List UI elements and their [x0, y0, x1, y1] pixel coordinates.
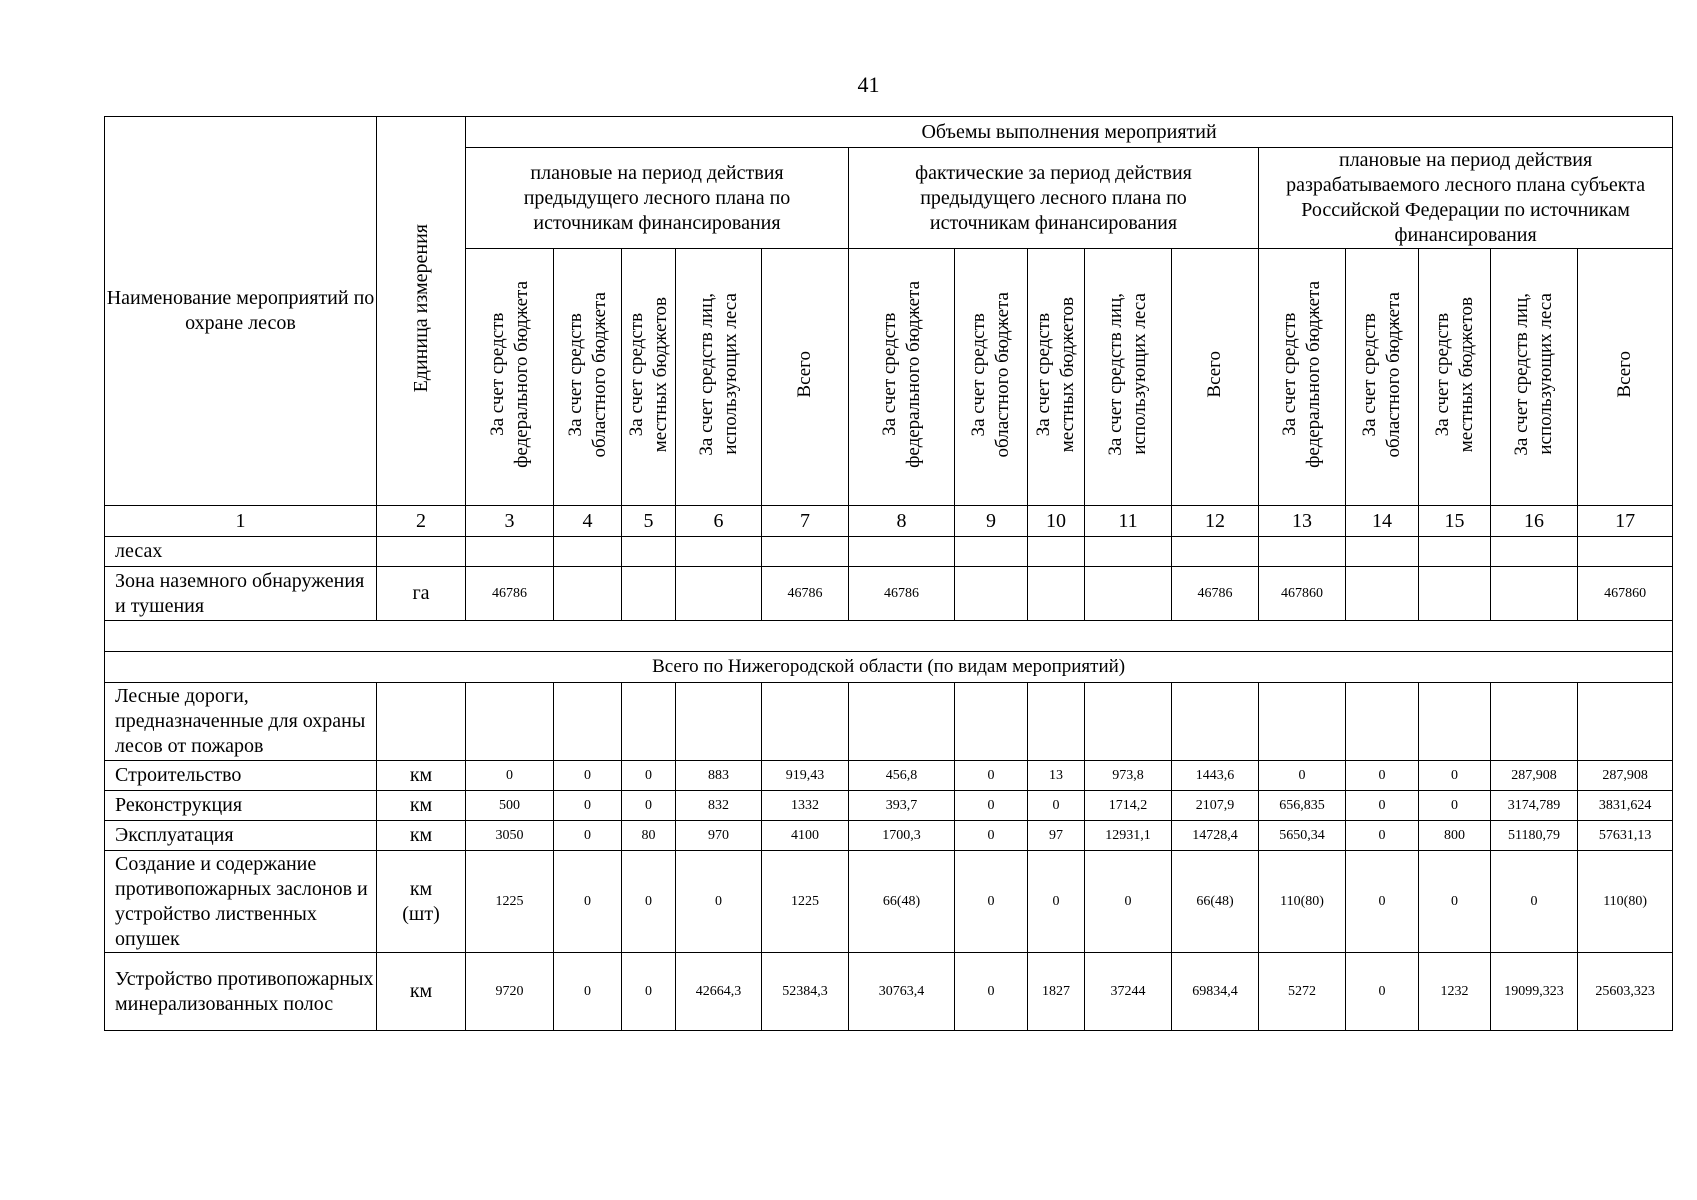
subheader-cell [1259, 249, 1346, 506]
row-value [554, 567, 622, 621]
column-number: 4 [554, 506, 622, 537]
row-value [762, 683, 849, 761]
row-value [1028, 537, 1085, 567]
row-value: 66(48) [849, 851, 955, 953]
row-value: 1700,3 [849, 821, 955, 851]
row-value: 51180,79 [1491, 821, 1578, 851]
row-value: 57631,13 [1578, 821, 1673, 851]
row-value: 467860 [1578, 567, 1673, 621]
row-value [1419, 537, 1491, 567]
row-value: 30763,4 [849, 953, 955, 1031]
row-value [1085, 567, 1172, 621]
row-value: 19099,323 [1491, 953, 1578, 1031]
subheader-cell [1085, 249, 1172, 506]
row-value: 0 [1419, 761, 1491, 791]
row-value [1346, 567, 1419, 621]
row-value: 12931,1 [1085, 821, 1172, 851]
row-value: 2107,9 [1172, 791, 1259, 821]
header-name-column: Наименование мероприятий по охране лесов [105, 117, 377, 506]
row-unit: км [377, 791, 466, 821]
row-value: 970 [676, 821, 762, 851]
row-name: Создание и содержание противопожарных заслонов и устройство лиственных опушек [105, 851, 377, 953]
row-value [1491, 567, 1578, 621]
row-value: 832 [676, 791, 762, 821]
row-name: Реконструкция [105, 791, 377, 821]
row-value: 393,7 [849, 791, 955, 821]
row-value: 0 [554, 761, 622, 791]
row-name: Эксплуатация [105, 821, 377, 851]
column-number: 11 [1085, 506, 1172, 537]
row-unit [377, 537, 466, 567]
row-value: 25603,323 [1578, 953, 1673, 1031]
row-value: 0 [1085, 851, 1172, 953]
column-number: 1 [105, 506, 377, 537]
table-row [105, 851, 1673, 953]
row-value: 3174,789 [1491, 791, 1578, 821]
column-number: 10 [1028, 506, 1085, 537]
row-value: 1443,6 [1172, 761, 1259, 791]
row-unit: км [377, 761, 466, 791]
row-value: 0 [1346, 953, 1419, 1031]
subheader-label: За счет средств федерального бюджета [486, 281, 532, 468]
row-value: 0 [955, 761, 1028, 791]
row-value: 0 [554, 953, 622, 1031]
column-number: 17 [1578, 506, 1673, 537]
subheader-label: Всего [1204, 351, 1225, 398]
row-value: 883 [676, 761, 762, 791]
row-value: 1714,2 [1085, 791, 1172, 821]
row-value [1491, 537, 1578, 567]
row-value [955, 683, 1028, 761]
column-number: 5 [622, 506, 676, 537]
subheader-label: За счет средств областного бюджета [564, 291, 610, 458]
header-unit-column [377, 117, 466, 506]
row-value: 37244 [1085, 953, 1172, 1031]
subheader-cell [1172, 249, 1259, 506]
row-value: 1225 [762, 851, 849, 953]
row-value: 3831,624 [1578, 791, 1673, 821]
section-row [105, 652, 1673, 683]
subheader-label: За счет средств лиц, использующих леса [695, 293, 741, 456]
row-value: 42664,3 [676, 953, 762, 1031]
subheader-cell [1346, 249, 1419, 506]
row-unit: км [377, 953, 466, 1031]
subheader-label: За счет средств областного бюджета [968, 291, 1013, 458]
row-value: 1225 [466, 851, 554, 953]
header-group-planned-previous: плановые на период действия предыдущего лесного плана по источникам финансирования [466, 148, 849, 249]
row-value: 0 [622, 761, 676, 791]
row-value: 287,908 [1491, 761, 1578, 791]
row-value [1085, 683, 1172, 761]
row-value [676, 537, 762, 567]
row-value: 0 [676, 851, 762, 953]
row-value [466, 683, 554, 761]
row-value [955, 537, 1028, 567]
subheader-label: Всего [1614, 351, 1636, 398]
row-value: 52384,3 [762, 953, 849, 1031]
row-value: 0 [1491, 851, 1578, 953]
row-value [554, 537, 622, 567]
subheader-label: За счет средств местных бюджетов [1431, 296, 1477, 453]
subheader-label: За счет средств областного бюджета [1359, 291, 1404, 458]
row-value: 3050 [466, 821, 554, 851]
row-value: 80 [622, 821, 676, 851]
row-value: 0 [1346, 761, 1419, 791]
row-value [1172, 537, 1259, 567]
row-unit: км (шт) [377, 851, 466, 953]
row-value: 0 [554, 821, 622, 851]
section-title: Всего по Нижегородской области (по видам мероприятий) [105, 652, 1673, 683]
row-value: 110(80) [1578, 851, 1673, 953]
row-name: Устройство противопожарных минерализованных полос [105, 953, 377, 1031]
row-unit: км [377, 821, 466, 851]
table-row [105, 567, 1673, 621]
row-value [1172, 683, 1259, 761]
column-number: 3 [466, 506, 554, 537]
subheader-label: За счет средств местных бюджетов [625, 296, 671, 453]
blank-row [105, 621, 1673, 652]
column-number: 2 [377, 506, 466, 537]
row-name: лесах [105, 537, 377, 567]
row-value: 0 [1346, 791, 1419, 821]
row-value [554, 683, 622, 761]
subheader-cell [849, 249, 955, 506]
row-value: 0 [1419, 791, 1491, 821]
row-value: 0 [1028, 851, 1085, 953]
forest-protection-table [104, 116, 1673, 1031]
row-value: 1827 [1028, 953, 1085, 1031]
row-value: 500 [466, 791, 554, 821]
row-value [1491, 683, 1578, 761]
row-value: 800 [1419, 821, 1491, 851]
row-value: 456,8 [849, 761, 955, 791]
row-value [1259, 537, 1346, 567]
row-value: 9720 [466, 953, 554, 1031]
row-value [955, 567, 1028, 621]
subheader-cell [1491, 249, 1578, 506]
row-value [762, 537, 849, 567]
row-value: 0 [554, 851, 622, 953]
row-value: 0 [622, 791, 676, 821]
row-value: 46786 [849, 567, 955, 621]
subheader-cell [466, 249, 554, 506]
subheader-label: За счет средств федерального бюджета [878, 281, 924, 468]
row-value [676, 683, 762, 761]
row-value: 656,835 [1259, 791, 1346, 821]
row-value: 919,43 [762, 761, 849, 791]
row-value [1419, 683, 1491, 761]
row-value [676, 567, 762, 621]
subheader-cell [1028, 249, 1085, 506]
row-value: 0 [1259, 761, 1346, 791]
table-row [105, 821, 1673, 851]
row-value: 14728,4 [1172, 821, 1259, 851]
row-value: 69834,4 [1172, 953, 1259, 1031]
row-value: 4100 [762, 821, 849, 851]
table-row [105, 761, 1673, 791]
row-name: Зона наземного обнаружения и тушения [105, 567, 377, 621]
row-value [622, 567, 676, 621]
row-value [622, 683, 676, 761]
column-number: 13 [1259, 506, 1346, 537]
table-row [105, 537, 1673, 567]
row-value: 66(48) [1172, 851, 1259, 953]
row-value [849, 537, 955, 567]
column-number: 9 [955, 506, 1028, 537]
row-value: 0 [955, 953, 1028, 1031]
header-group-planned-new: плановые на период действия разрабатываемого лесного плана субъекта Российской Федерации по источникам финансирования [1259, 148, 1673, 249]
column-number: 15 [1419, 506, 1491, 537]
subheader-cell [554, 249, 622, 506]
subheader-label: За счет средств федерального бюджета [1279, 281, 1324, 468]
row-unit [377, 683, 466, 761]
row-value: 13 [1028, 761, 1085, 791]
row-value [1346, 683, 1419, 761]
row-name: Строительство [105, 761, 377, 791]
column-numbers-row [105, 506, 1673, 537]
page-number: 41 [857, 72, 880, 97]
column-number: 16 [1491, 506, 1578, 537]
row-value: 46786 [1172, 567, 1259, 621]
table-row [105, 683, 1673, 761]
row-value: 0 [955, 791, 1028, 821]
table-row [105, 953, 1673, 1031]
row-value [1259, 683, 1346, 761]
subheader-label: За счет средств лиц, использующих леса [1105, 293, 1150, 456]
row-value [1578, 537, 1673, 567]
row-value: 0 [554, 791, 622, 821]
subheader-cell [1578, 249, 1673, 506]
row-value: 1332 [762, 791, 849, 821]
subheader-cell [955, 249, 1028, 506]
row-value: 1232 [1419, 953, 1491, 1031]
row-value [1578, 683, 1673, 761]
row-value: 5650,34 [1259, 821, 1346, 851]
column-number: 7 [762, 506, 849, 537]
row-value: 110(80) [1259, 851, 1346, 953]
row-value: 287,908 [1578, 761, 1673, 791]
row-value: 0 [622, 953, 676, 1031]
row-value: 0 [1419, 851, 1491, 953]
column-number: 14 [1346, 506, 1419, 537]
blank-cell [105, 621, 1673, 652]
row-value [849, 683, 955, 761]
row-value: 0 [955, 851, 1028, 953]
row-value: 46786 [762, 567, 849, 621]
subheader-cell [676, 249, 762, 506]
header-volumes: Объемы выполнения мероприятий [466, 117, 1673, 148]
row-value: 5272 [1259, 953, 1346, 1031]
row-value [1346, 537, 1419, 567]
column-number: 8 [849, 506, 955, 537]
column-number: 12 [1172, 506, 1259, 537]
row-unit: га [377, 567, 466, 621]
row-value: 0 [1346, 851, 1419, 953]
row-value: 0 [955, 821, 1028, 851]
table-row [105, 791, 1673, 821]
subheader-label: За счет средств лиц, использующих леса [1511, 293, 1556, 456]
row-value [1028, 567, 1085, 621]
subheader-label: За счет средств местных бюджетов [1033, 296, 1078, 453]
row-value: 0 [1346, 821, 1419, 851]
row-value [622, 537, 676, 567]
row-value: 973,8 [1085, 761, 1172, 791]
row-value: 46786 [466, 567, 554, 621]
row-value: 0 [622, 851, 676, 953]
subheader-cell [622, 249, 676, 506]
row-value: 0 [466, 761, 554, 791]
row-value [1028, 683, 1085, 761]
row-value: 97 [1028, 821, 1085, 851]
subheader-label: Всего [794, 351, 815, 398]
column-number: 6 [676, 506, 762, 537]
row-name: Лесные дороги, предназначенные для охраны лесов от пожаров [105, 683, 377, 761]
row-value: 0 [1028, 791, 1085, 821]
header-unit-label: Единица измерения [410, 224, 432, 393]
subheader-cell [1419, 249, 1491, 506]
subheader-cell [762, 249, 849, 506]
row-value [1419, 567, 1491, 621]
header-group-actual-previous: фактические за период действия предыдущего лесного плана по источникам финансирования [849, 148, 1259, 249]
row-value [1085, 537, 1172, 567]
row-value [466, 537, 554, 567]
row-value: 467860 [1259, 567, 1346, 621]
